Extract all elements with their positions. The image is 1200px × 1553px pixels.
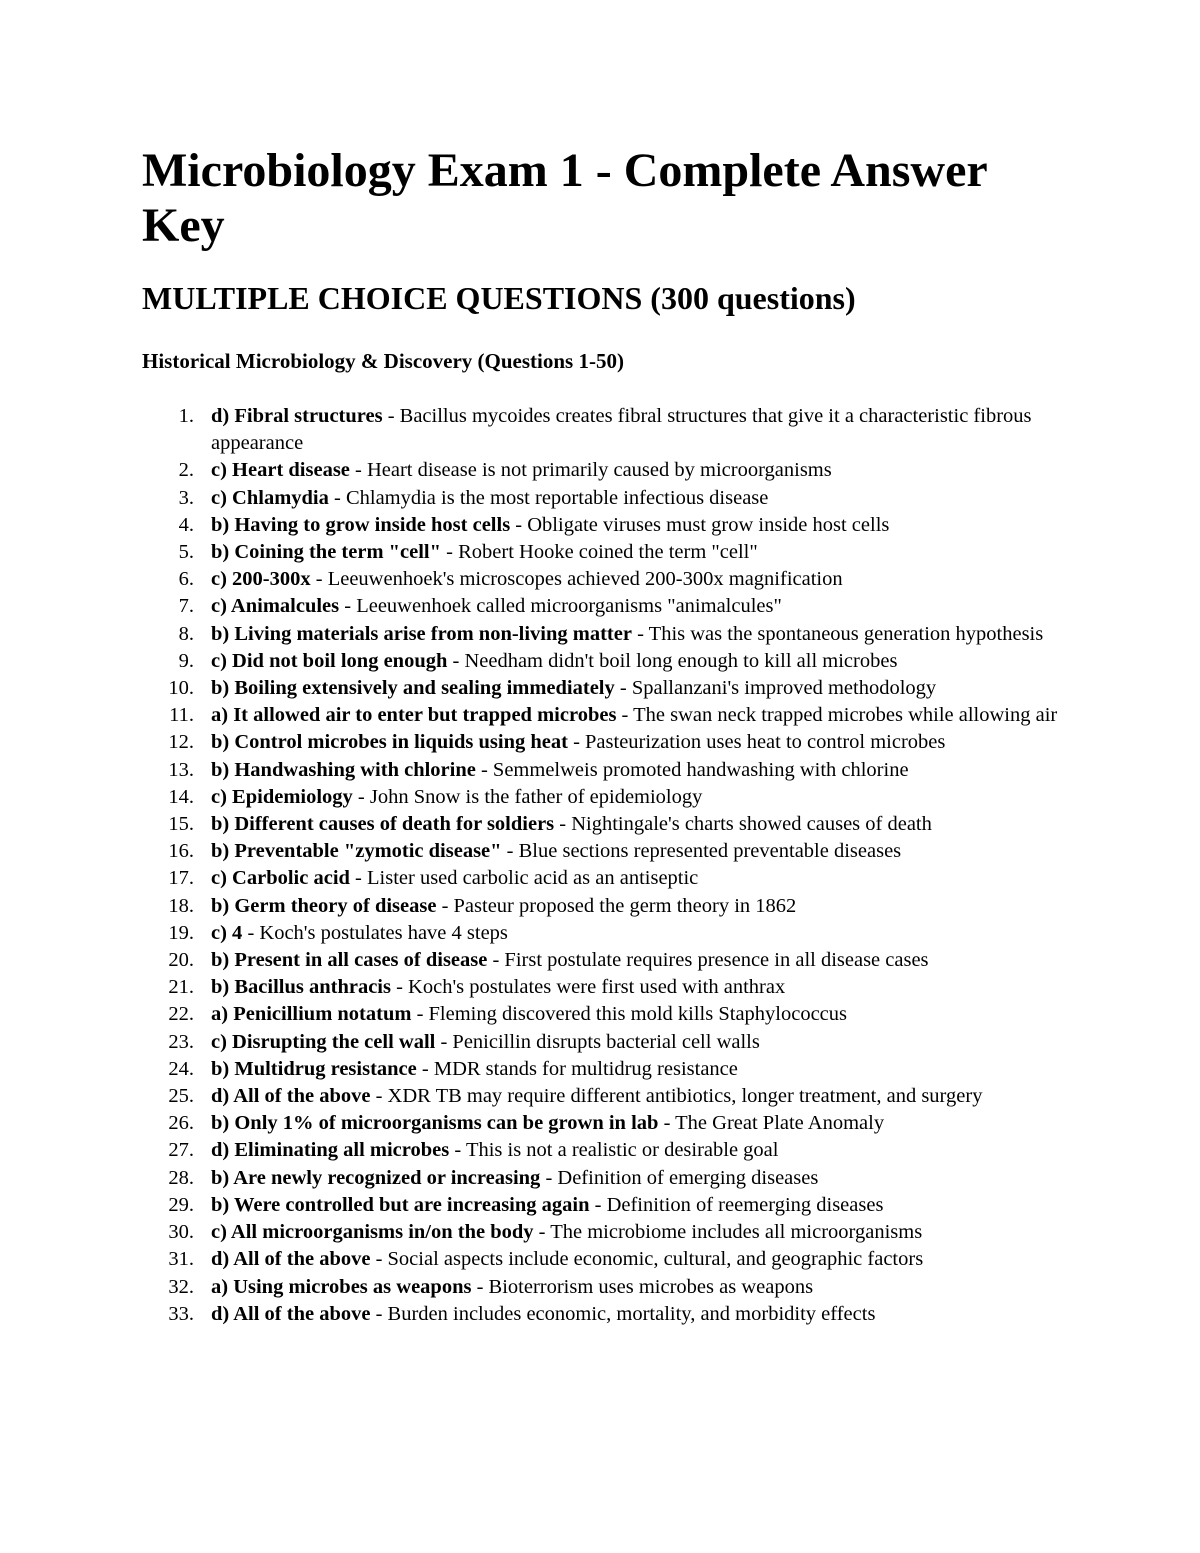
answer-explanation: - First postulate requires presence in all disease cases xyxy=(487,949,929,972)
answer-choice: b) Control microbes in liquids using heat xyxy=(211,731,568,754)
answer-explanation: - Nightingale's charts showed causes of death xyxy=(554,813,932,836)
answer-number: 8. xyxy=(178,622,194,645)
answer-item xyxy=(142,1056,1072,1083)
answer-item xyxy=(142,512,1072,539)
answer-number: 17. xyxy=(168,867,194,890)
answer-choice: c) Disrupting the cell wall xyxy=(211,1030,436,1053)
answer-item xyxy=(142,593,1072,620)
answer-number: 5. xyxy=(178,541,194,564)
answer-number: 28. xyxy=(168,1166,194,1189)
answer-explanation: - This was the spontaneous generation hypothesis xyxy=(631,622,1044,645)
answer-item xyxy=(142,485,1072,512)
answer-explanation: - Blue sections represented preventable diseases xyxy=(501,840,902,863)
answer-explanation: - Definition of reemerging diseases xyxy=(589,1193,884,1216)
answer-number: 33. xyxy=(168,1302,194,1325)
answer-explanation: - Obligate viruses must grow inside host cells xyxy=(510,513,890,536)
answer-choice: c) Heart disease xyxy=(211,459,350,482)
answer-choice: b) Only 1% of microorganisms can be grown in lab xyxy=(211,1112,659,1135)
answer-choice: b) Present in all cases of disease xyxy=(211,949,488,972)
answer-item xyxy=(142,1192,1072,1219)
answer-explanation: - Social aspects include economic, cultural, and geographic factors xyxy=(370,1248,924,1271)
answer-item xyxy=(142,865,1072,892)
answer-item xyxy=(142,457,1072,484)
answer-item xyxy=(142,1083,1072,1110)
answer-item xyxy=(142,893,1072,920)
answer-explanation: - Fleming discovered this mold kills Staphylococcus xyxy=(411,1003,848,1026)
answer-item xyxy=(142,621,1072,648)
answer-choice: d) Fibral structures xyxy=(211,405,383,427)
answer-number: 24. xyxy=(168,1057,194,1080)
answer-choice: c) Did not boil long enough xyxy=(211,649,448,672)
answer-choice: b) Having to grow inside host cells xyxy=(211,513,511,536)
answer-item xyxy=(142,974,1072,1001)
answer-explanation: - Heart disease is not primarily caused by microorganisms xyxy=(349,459,832,482)
answer-item xyxy=(142,811,1072,838)
answer-number: 18. xyxy=(168,894,194,917)
answer-number: 30. xyxy=(168,1221,194,1244)
answer-number: 12. xyxy=(168,731,194,754)
answer-number: 6. xyxy=(178,568,194,591)
answer-explanation: - Robert Hooke coined the term "cell" xyxy=(441,541,758,564)
answer-number: 19. xyxy=(168,921,194,944)
answer-explanation: - Definition of emerging diseases xyxy=(540,1166,819,1189)
answer-explanation: - Koch's postulates have 4 steps xyxy=(242,921,508,944)
answer-item xyxy=(142,1029,1072,1056)
answer-number: 4. xyxy=(178,513,194,536)
answer-number: 3. xyxy=(178,486,194,509)
answer-choice: b) Living materials arise from non-living matter xyxy=(211,622,632,645)
section-heading: MULTIPLE CHOICE QUESTIONS (300 questions) xyxy=(142,280,856,316)
answer-choice: b) Multidrug resistance xyxy=(211,1057,417,1080)
answer-item xyxy=(142,566,1072,593)
answer-item xyxy=(142,702,1072,729)
answer-explanation: - The microbiome includes all microorganisms xyxy=(533,1221,923,1244)
answer-explanation: - Bioterrorism uses microbes as weapons xyxy=(471,1275,814,1298)
answer-choice: b) Handwashing with chlorine xyxy=(211,758,476,781)
answer-number: 14. xyxy=(168,785,194,808)
answer-item xyxy=(142,729,1072,756)
subsection-heading: Historical Microbiology & Discovery (Questions 1-50) xyxy=(142,349,624,373)
answer-number: 11. xyxy=(169,704,194,727)
answer-explanation: - Burden includes economic, mortality, and morbidity effects xyxy=(370,1302,876,1325)
answer-item xyxy=(142,1219,1072,1246)
answer-number: 7. xyxy=(178,595,194,618)
answer-item xyxy=(142,757,1072,784)
answer-explanation: - Chlamydia is the most reportable infectious disease xyxy=(328,486,769,509)
answer-explanation: - The swan neck trapped microbes while allowing air xyxy=(616,704,1058,727)
answer-item xyxy=(142,1137,1072,1164)
answer-number: 32. xyxy=(168,1275,194,1298)
answer-number: 20. xyxy=(168,949,194,972)
answer-explanation: - Pasteurization uses heat to control microbes xyxy=(567,731,946,754)
answer-number: 27. xyxy=(168,1139,194,1162)
answer-number: 22. xyxy=(168,1003,194,1026)
answer-explanation: - The Great Plate Anomaly xyxy=(658,1112,885,1135)
answer-choice: b) Bacillus anthracis xyxy=(211,976,391,999)
answer-choice: c) Carbolic acid xyxy=(211,867,350,890)
answer-choice: b) Different causes of death for soldiers xyxy=(211,813,555,836)
answer-explanation: - XDR TB may require different antibiotics, longer treatment, and surgery xyxy=(370,1085,983,1108)
answer-item xyxy=(142,675,1072,702)
answer-explanation: - This is not a realistic or desirable goal xyxy=(449,1139,779,1162)
answer-choice: c) All microorganisms in/on the body xyxy=(211,1221,534,1244)
answer-number: 1. xyxy=(178,405,194,427)
answer-choice: b) Coining the term "cell" xyxy=(211,541,442,564)
page-title: Microbiology Exam 1 - Complete Answer Key xyxy=(142,144,987,252)
answer-item xyxy=(142,539,1072,566)
answer-choice: b) Germ theory of disease xyxy=(211,894,437,917)
answer-choice: c) Epidemiology xyxy=(211,785,353,808)
answer-explanation: - Lister used carbolic acid as an antiseptic xyxy=(349,867,699,890)
answer-explanation: - Koch's postulates were first used with anthrax xyxy=(390,976,786,999)
answer-list xyxy=(142,403,1072,1328)
answer-number: 26. xyxy=(168,1112,194,1135)
answer-explanation: - Needham didn't boil long enough to kill all microbes xyxy=(447,649,898,672)
answer-item xyxy=(142,947,1072,974)
answer-choice: c) Chlamydia xyxy=(211,486,329,509)
answer-item xyxy=(142,920,1072,947)
answer-choice: a) Penicillium notatum xyxy=(211,1003,412,1026)
answer-number: 25. xyxy=(168,1085,194,1108)
answer-explanation: - Leeuwenhoek's microscopes achieved 200-300x magnification xyxy=(310,568,843,591)
answer-item xyxy=(142,784,1072,811)
answer-number: 31. xyxy=(168,1248,194,1271)
answer-choice: d) Eliminating all microbes xyxy=(211,1139,450,1162)
answer-choice: d) All of the above xyxy=(211,1302,371,1325)
answer-number: 29. xyxy=(168,1193,194,1216)
answer-item xyxy=(142,403,1072,457)
answer-choice: a) It allowed air to enter but trapped microbes xyxy=(211,704,617,727)
answer-choice: b) Preventable "zymotic disease" xyxy=(211,840,502,863)
answer-number: 23. xyxy=(168,1030,194,1053)
answer-choice: d) All of the above xyxy=(211,1085,371,1108)
answer-item xyxy=(142,648,1072,675)
answer-number: 13. xyxy=(168,758,194,781)
answer-explanation: - Leeuwenhoek called microorganisms "animalcules" xyxy=(339,595,782,618)
answer-item xyxy=(142,838,1072,865)
answer-item xyxy=(142,1110,1072,1137)
answer-number: 2. xyxy=(178,459,194,482)
answer-item xyxy=(142,1001,1072,1028)
answer-item xyxy=(142,1274,1072,1301)
answer-explanation: - Bacillus mycoides creates fibral structures that give it a characteristic fibrous appearance xyxy=(211,405,1032,455)
answer-item xyxy=(142,1246,1072,1273)
answer-choice: b) Are newly recognized or increasing xyxy=(211,1166,541,1189)
answer-choice: c) 200-300x xyxy=(211,568,311,591)
answer-item xyxy=(142,1165,1072,1192)
answer-explanation: - John Snow is the father of epidemiology xyxy=(352,785,703,808)
answer-choice: a) Using microbes as weapons xyxy=(211,1275,472,1298)
answer-explanation: - Pasteur proposed the germ theory in 1862 xyxy=(436,894,797,917)
answer-choice: c) Animalcules xyxy=(211,595,340,618)
answer-number: 9. xyxy=(178,649,194,672)
answer-choice: c) 4 xyxy=(211,921,243,944)
answer-number: 16. xyxy=(168,840,194,863)
answer-item xyxy=(142,1301,1072,1328)
answer-explanation: - Penicillin disrupts bacterial cell walls xyxy=(435,1030,760,1053)
answer-explanation: - MDR stands for multidrug resistance xyxy=(416,1057,738,1080)
answer-choice: d) All of the above xyxy=(211,1248,371,1271)
answer-number: 15. xyxy=(168,813,194,836)
answer-explanation: - Spallanzani's improved methodology xyxy=(614,677,937,700)
answer-number: 10. xyxy=(168,677,194,700)
answer-choice: b) Were controlled but are increasing again xyxy=(211,1193,590,1216)
answer-choice: b) Boiling extensively and sealing immediately xyxy=(211,677,615,700)
answer-number: 21. xyxy=(168,976,194,999)
answer-explanation: - Semmelweis promoted handwashing with chlorine xyxy=(475,758,909,781)
